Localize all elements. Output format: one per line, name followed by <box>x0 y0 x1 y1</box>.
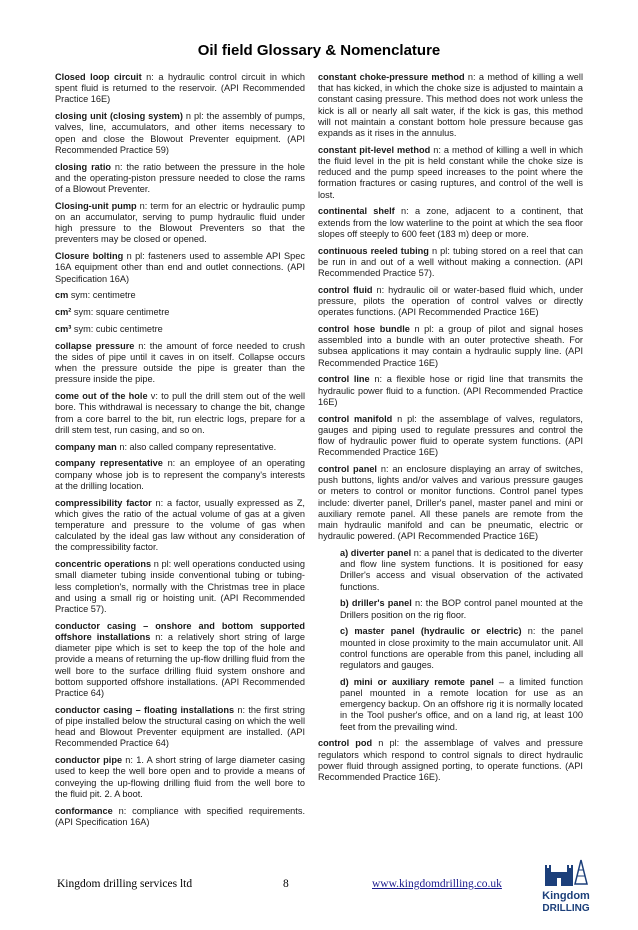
glossary-definition: v: to pull the drill stem out of the well bore. This withdrawal is necessary to change the bit, change from a core barrel to the bit, run electric logs, prepare for a drill stem test, run casing, and so on. <box>55 391 305 435</box>
glossary-definition: n pl: the assemblage of valves and pressure regulators which respond to control signals to direct hydraulic power fluid through assigned porting, to operate functions. (API Recommended Practice 16E). <box>318 738 583 783</box>
glossary-entry <box>55 458 305 492</box>
glossary-definition: n: the ratio between the pressure in the hole and the operating-piston pressure needed to close the rams of a Blowout Preventer. <box>55 161 306 195</box>
glossary-definition: sym: cubic centimetre <box>71 324 163 335</box>
glossary-term: company representative <box>55 458 163 469</box>
glossary-entry <box>55 806 305 828</box>
glossary-definition: n: a method of killing a well that has kicked, in which the choke size is adjusted to maintain a constant casing pressure. This method does not work unless the kick is all or nearly all salt water, if the kick is gas, this method will not maintain a constant bottom hole pressure because gas expands as it rises in the annulus. <box>318 72 583 139</box>
page-number: 8 <box>283 878 289 890</box>
glossary-term: b) driller's panel <box>340 598 412 609</box>
glossary-term: control line <box>318 374 370 385</box>
glossary-definition: n pl: tubing stored on a reel that can be run in and out of a well without making a connection. (API Recommended Practice 57). <box>318 245 583 279</box>
sub-glossary-entry <box>340 677 583 733</box>
glossary-entry <box>318 738 583 783</box>
glossary-term: constant pit-level method <box>318 144 431 155</box>
glossary-definition: n pl: fasteners used to assemble API Spec 16A equipment other than end and outlet connections. (API Specification 16A) <box>55 251 305 284</box>
glossary-term: closing unit (closing system) <box>55 111 183 122</box>
glossary-term: constant choke-pressure method <box>318 72 465 82</box>
logo-text-drilling: DRILLING <box>542 903 590 914</box>
glossary-term: concentric operations <box>55 559 152 570</box>
glossary-entry <box>318 374 583 408</box>
glossary-entry <box>55 251 305 285</box>
glossary-entry <box>55 290 305 301</box>
glossary-definition: n: the first string of pipe installed below the structural casing on which the well head and Blowout Preventer equipment are installed. (API Recommended Practice 64) <box>55 704 305 749</box>
right-column <box>318 72 583 789</box>
glossary-definition: n: hydraulic oil or water-based fluid which, under pressure, pilots the operation of control valves or directly operates functions. (API Recommended Practice 16E) <box>318 284 583 318</box>
glossary-definition: – a limited function panel mounted in a remote location for use as an emergency backup. On an offshore rig it is normally located in the Tool pusher's office, and on a land rig, at least 100 feet from the prevailing wind. <box>340 676 583 732</box>
glossary-definition: n: an enclosure displaying an array of switches, push buttons, lights and/or valves and various pressure gauges or meters to control or monitor functions. Control panel types include: diverter panel, Driller's panel, master panel and mini or auxiliary remote panel. All these panels are remote from the main hydraulic manifold and can be pneumatic, electric or hydraulic powered. (API Recommended Practice 16E) <box>318 464 583 542</box>
glossary-term: closing ratio <box>55 161 111 172</box>
glossary-entry <box>318 206 583 240</box>
glossary-term: conductor casing – onshore and bottom supported offshore installations <box>55 620 305 643</box>
glossary-term: collapse pressure <box>55 340 135 351</box>
glossary-term: control hose bundle <box>318 324 410 335</box>
glossary-entry <box>55 755 305 800</box>
glossary-term: cm³ <box>55 324 72 335</box>
sub-glossary-entry <box>340 626 583 671</box>
glossary-entry <box>55 72 305 106</box>
glossary-term: control manifold <box>318 413 393 424</box>
glossary-entry <box>318 324 583 369</box>
glossary-term: conductor casing – floating installations <box>55 704 235 715</box>
glossary-definition: n: the BOP control panel mounted at the Drillers position on the rig floor. <box>340 598 583 620</box>
kingdom-drilling-logo <box>535 858 597 916</box>
page-title: Oil field Glossary & Nomenclature <box>197 42 441 59</box>
glossary-definition: n: compliance with specified requirements. (API Specification 16A) <box>55 805 305 827</box>
glossary-definition: n: a flexible hose or rigid line that transmits the hydraulic power fluid to a function. (API Recommended Practice 16E) <box>318 374 584 407</box>
glossary-term: come out of the hole <box>55 391 148 402</box>
left-column <box>55 72 305 834</box>
glossary-definition: n: a relatively short string of large diameter pipe which is set to keep the top of the hole and provide a means of returning the up-flow drilling fluid from the well bore to the surface drilling fluid system onshore and bottom supported offshore installations. (API Recommended Practice 64) <box>55 632 305 699</box>
glossary-entry <box>318 414 583 459</box>
glossary-definition: n: an employee of an operating company whose job is to represent the company's interests at the drilling location. <box>55 458 305 491</box>
glossary-definition: n: the panel mounted in close proximity to the main accumulator unit. All control functions are operable from this panel, including all regulators and gauges. <box>340 626 583 671</box>
glossary-entry <box>55 621 305 699</box>
glossary-term: continental shelf <box>318 206 395 217</box>
glossary-definition: n pl: the assemblage of valves, regulators, gauges and piping used to regulate pressures and control the flow of hydraulic power fluid to operate system functions. (API Recommended Practice 16E) <box>318 413 583 458</box>
glossary-entry <box>318 145 583 201</box>
sub-glossary-entry <box>340 598 583 620</box>
glossary-entry <box>55 341 305 386</box>
glossary-term: Closed loop circuit <box>55 72 142 82</box>
glossary-term: conformance <box>55 805 113 816</box>
glossary-term: company man <box>55 441 117 452</box>
glossary-term: compressibility factor <box>55 497 152 508</box>
logo-text-kingdom: Kingdom <box>542 890 590 902</box>
glossary-definition: n pl: a group of pilot and signal hoses assembled into a bundle with an outer protective sheath. For subsea applications it may contain a hydraulic supply line. (API Recommended Practice 16E) <box>318 324 583 368</box>
glossary-term: control panel <box>318 464 377 475</box>
glossary-term: continuous reeled tubing <box>318 245 429 256</box>
glossary-definition: n: also called company representative. <box>116 441 277 452</box>
glossary-term: d) mini or auxiliary remote panel <box>340 676 494 687</box>
glossary-term: conductor pipe <box>55 755 123 766</box>
glossary-entry <box>55 162 305 196</box>
glossary-definition: n: 1. A short string of large diameter casing used to keep the well bore open and to provide a means of conveying the up-flowing drilling fluid from the well bore to the fluid pit. 2. A boot. <box>55 755 306 799</box>
glossary-definition: n: the amount of force needed to crush the sides of pipe until it caves in on itself. Collapse occurs when the pressure outside the pipe is greater than the pressure inside the pipe. <box>55 340 306 385</box>
glossary-definition: n: a panel that is dedicated to the diverter and flow line system functions. It is positioned for easy Driller's access and visual observation of the activated functions. <box>340 548 583 592</box>
glossary-entry <box>318 464 583 542</box>
glossary-definition: n: a factor, usually expressed as Z, which gives the ratio of the actual volume of gas at a given temperature and pressure to the volume of gas when calculated by the ideal gas law without any consideration of the compressibility factor. <box>55 497 305 553</box>
glossary-term: Closing-unit pump <box>55 200 137 211</box>
glossary-entry <box>318 72 583 139</box>
glossary-definition: sym: square centimetre <box>71 307 170 318</box>
glossary-definition: n: a zone, adjacent to a continent, that extends from the low waterline to the point at which the sea floor slopes off steeply to 600 feet (183 m) deep or more. <box>318 206 584 239</box>
glossary-term: cm² <box>55 307 72 318</box>
glossary-definition: n pl: well operations conducted using small diameter tubing inside conventional tubing or tubing-less completion's, normally with the Christmas tree in place and using a small rig or hoisting unit. (API Recommended Practice 57). <box>55 559 305 615</box>
glossary-term: cm <box>55 290 69 301</box>
sub-glossary-entry <box>340 548 583 593</box>
glossary-definition: n: term for an electric or hydraulic pump on an accumulator, serving to pump hydraulic fluid under high pressure to the Blowout Preventers so that the preventers may be closed or opened. <box>55 200 306 245</box>
glossary-entry <box>55 705 305 750</box>
glossary-definition: n: a hydraulic control circuit in which spent fluid is returned to the reservoir. (API Recommended Practice 16E) <box>55 72 305 105</box>
glossary-definition: n: a method of killing a well in which the fluid level in the pit is held constant while the choke size is reduced and the pump speed increases to the point where the formation fractures or casing ruptures, and control of the well is lost. <box>318 144 583 200</box>
glossary-entry <box>55 111 305 156</box>
glossary-entry <box>55 307 305 318</box>
glossary-entry <box>55 324 305 335</box>
glossary-entry <box>55 559 305 615</box>
glossary-term: control pod <box>318 738 373 749</box>
footer-company: Kingdom drilling services ltd <box>57 878 193 890</box>
glossary-entry <box>55 498 305 554</box>
glossary-entry <box>318 246 583 280</box>
glossary-entry <box>318 285 583 319</box>
glossary-definition: sym: centimetre <box>68 290 136 301</box>
glossary-term: Closure bolting <box>55 251 124 262</box>
website-link[interactable]: www.kingdomdrilling.co.uk <box>372 878 502 890</box>
glossary-entry <box>55 442 305 453</box>
glossary-term: control fluid <box>318 284 373 295</box>
glossary-term: a) diverter panel <box>340 548 412 559</box>
glossary-term: c) master panel (hydraulic or electric) <box>340 626 522 637</box>
glossary-entry <box>55 391 305 436</box>
glossary-definition: n pl: the assembly of pumps, valves, line, accumulators, and other items necessary to open and close the Blowout Preventer equipment. (API Recommended Practice 59) <box>55 111 305 155</box>
glossary-entry <box>55 201 305 246</box>
